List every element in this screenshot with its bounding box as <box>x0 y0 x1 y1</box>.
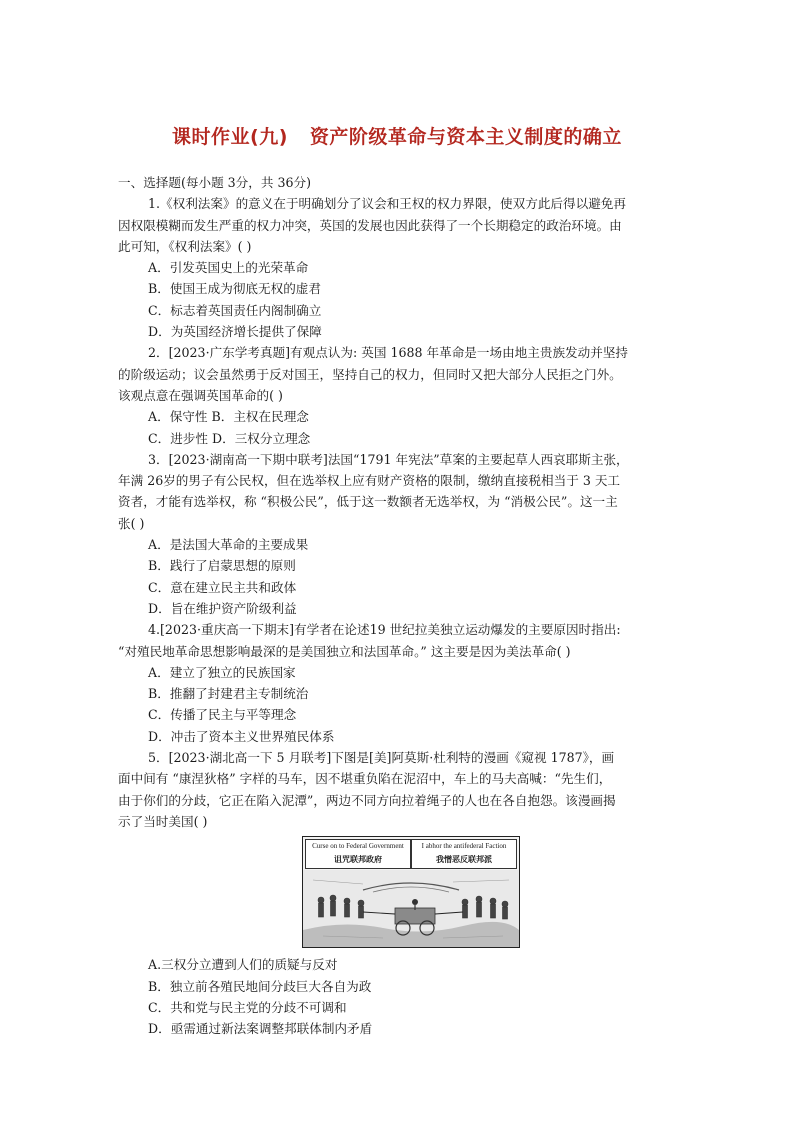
question-text-line: 4.[2023·重庆高一下期末]有学者在论述19 世纪拉美独立运动爆发的主要原因时指出: <box>148 622 621 638</box>
question-text-line: “对殖民地革命思想影响最深的是美国独立和法国革命。” 这主要是因为美法革命( ) <box>118 643 571 659</box>
option-a: A.三权分立遭到人们的质疑与反对 <box>148 957 338 973</box>
question-5 <box>118 747 678 1039</box>
question-text-line: 由于你们的分歧，它正在陷入泥潭”，两边不同方向拉着绳子的人也在各自抱怨。该漫画揭 <box>118 792 616 808</box>
cartoon-caption-left <box>305 839 411 869</box>
section-heading: 一、选择题(每小题 3分，共 36分) <box>118 175 311 190</box>
option-c: C．标志着英国责任内阁制确立 <box>148 302 322 318</box>
question-body <box>118 172 678 1039</box>
question-text-line: 面中间有 “康涅狄格” 字样的马车，因不堪重负陷在泥沼中，车上的马夫高喊：“先生们， <box>118 771 612 787</box>
question-4 <box>118 619 678 747</box>
question-text-line: 张( ) <box>118 515 145 531</box>
question-text-line: 年满 26岁的男子有公民权，但在选举权上应有财产资格的限制，缴纳直接税相当于 3 天工 <box>118 473 621 489</box>
option-d: D．为英国经济增长提供了保障 <box>148 324 322 340</box>
caption-right-english: I abhor the antifederal Faction <box>421 842 507 851</box>
option-a: A．建立了独立的民族国家 <box>148 664 296 680</box>
cartoon-figure <box>302 836 520 948</box>
option-b: B．独立前各殖民地间分歧巨大各自为政 <box>148 978 372 994</box>
option-b: B．践行了启蒙思想的原则 <box>148 558 296 574</box>
question-3 <box>118 449 678 619</box>
caption-left-chinese: 诅咒联邦政府 <box>334 855 382 865</box>
page-title <box>0 122 794 149</box>
option-a: A．是法国大革命的主要成果 <box>148 537 309 553</box>
option-d: D．亟需通过新法案调整邦联体制内矛盾 <box>148 1021 373 1037</box>
question-text-line: 该观点意在强调英国革命的( ) <box>118 387 283 403</box>
option-cd: C．进步性 D．三权分立理念 <box>148 430 311 446</box>
question-text-line: 此可知，《权利法案》( ) <box>118 238 252 254</box>
cartoon-illustration <box>303 870 519 947</box>
title-part-1: 课时作业(九) <box>172 126 288 148</box>
question-text-line: 5．[2023·湖北高一下 5 月联考]下图是[美]阿莫斯·杜利特的漫画《窥视 1787》，画 <box>148 750 615 766</box>
question-text-line: 因权限模糊而发生严重的权力冲突，英国的发展也因此获得了一个长期稳定的政治环境。由 <box>118 217 622 233</box>
option-b: B．使国王成为彻底无权的虚君 <box>148 281 321 297</box>
question-text-line: 2．[2023·广东学考真题]有观点认为: 英国 1688 年革命是一场由地主贵族发动并坚持 <box>148 345 629 361</box>
question-text-line: 资者，才能有选举权，称 “积极公民”，低于这一数额者无选举权，为 “消极公民”。这一主 <box>118 494 618 510</box>
caption-left-english: Curse on to Federal Government <box>312 842 404 851</box>
option-ab: A．保守性 B．主权在民理念 <box>148 409 309 425</box>
question-1 <box>118 193 678 342</box>
cartoon-caption-right <box>411 839 517 869</box>
title-part-2: 资产阶级革命与资本主义制度的确立 <box>309 126 622 148</box>
option-c: C．传播了民主与平等理念 <box>148 707 297 723</box>
question-text-line: 3．[2023·湖南高一下期中联考]法国“1791 年宪法”草案的主要起草人西哀耶斯主张， <box>148 451 629 467</box>
question-text-line: 示了当时美国( ) <box>118 813 208 829</box>
caption-right-chinese: 我憎恶反联邦派 <box>436 855 492 865</box>
option-c: C．意在建立民主共和政体 <box>148 579 297 595</box>
option-d: D．冲击了资本主义世界殖民体系 <box>148 728 335 744</box>
option-a: A．引发英国史上的光荣革命 <box>148 260 309 276</box>
option-c: C．共和党与民主党的分歧不可调和 <box>148 999 347 1015</box>
option-d: D．旨在维护资产阶级利益 <box>148 600 297 616</box>
question-text-line: 1.《权利法案》的意义在于明确划分了议会和王权的权力界限，使双方此后得以避免再 <box>148 196 626 212</box>
question-text-line: 的阶级运动；议会虽然勇于反对国王，坚持自己的权力，但同时又把大部分人民拒之门外。 <box>118 366 622 382</box>
question-2 <box>118 342 678 448</box>
option-b: B．推翻了封建君主专制统治 <box>148 686 309 702</box>
